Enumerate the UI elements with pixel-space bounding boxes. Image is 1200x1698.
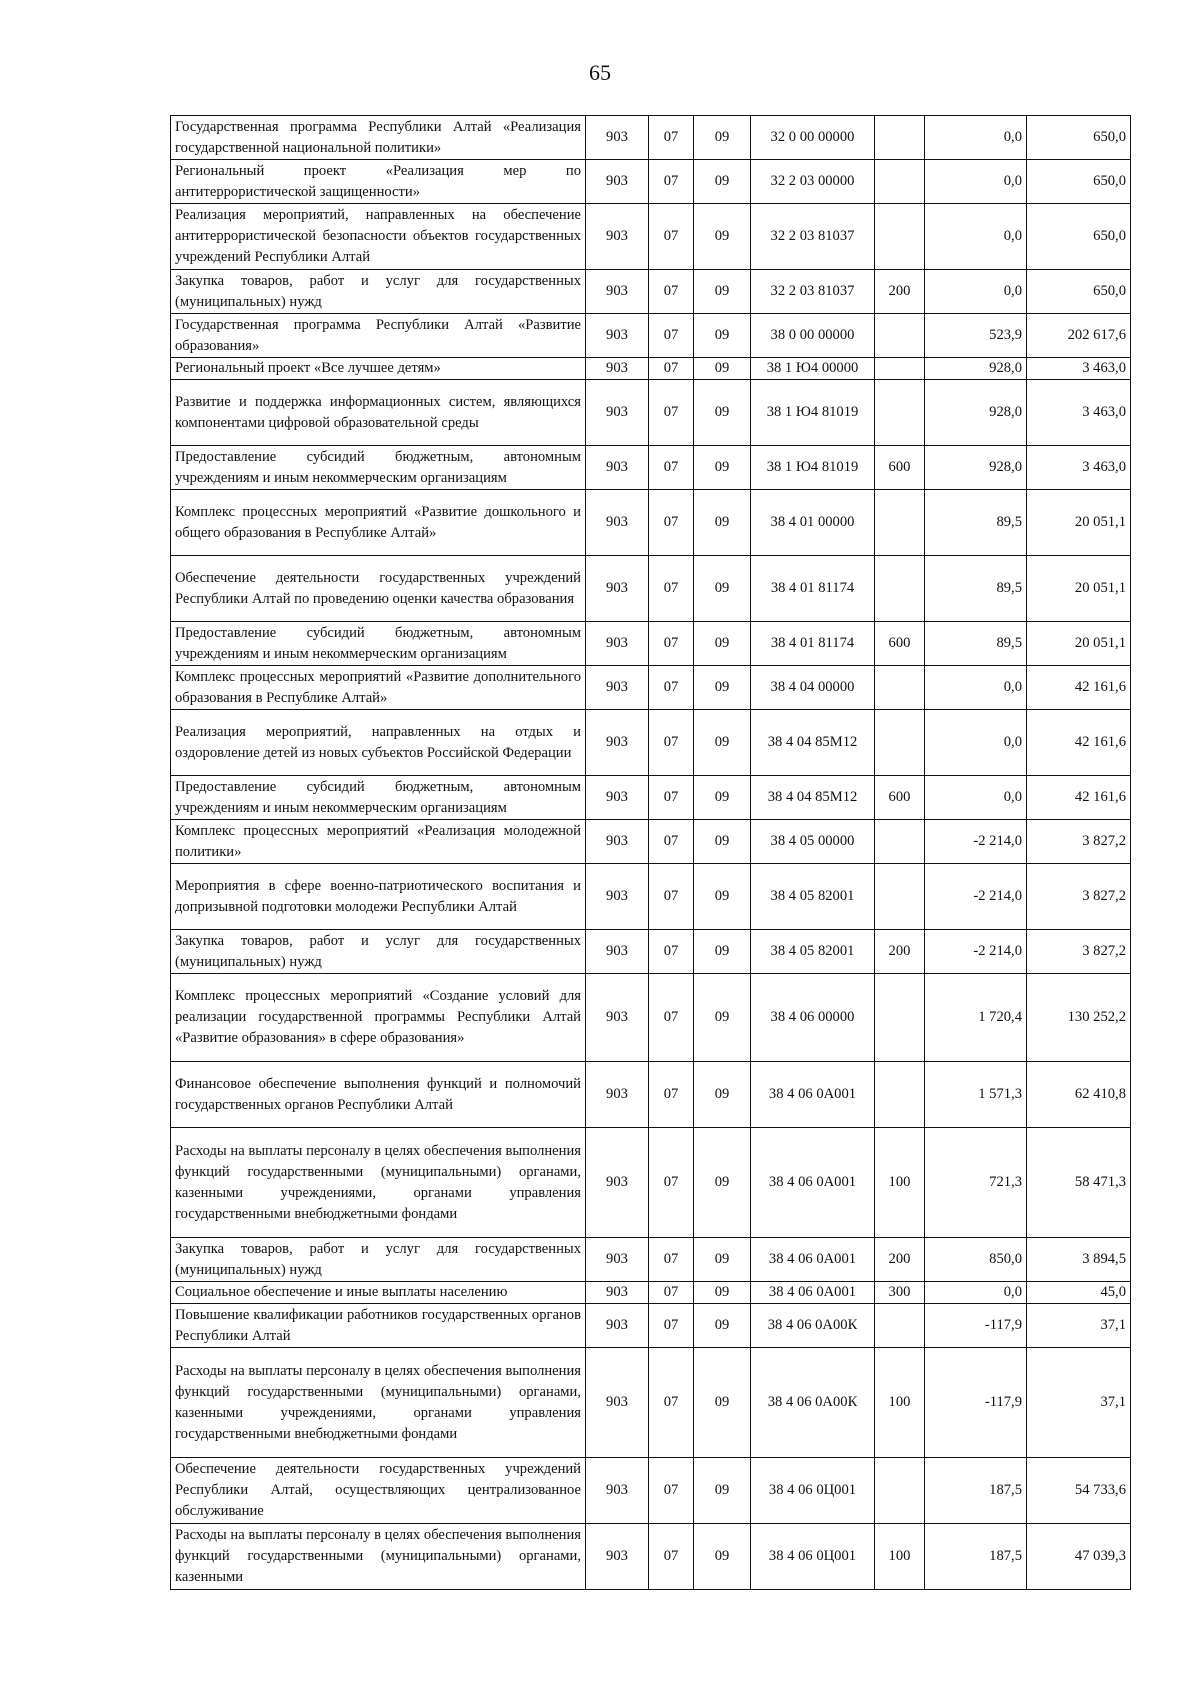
section-code: 07 (649, 380, 694, 446)
ministry-code: 903 (586, 1304, 649, 1348)
row-name: Реализация мероприятий, направленных на отдых и оздоровление детей из новых субъектов Российской Федерации (171, 710, 586, 776)
row-name: Повышение квалификации работников государственных органов Республики Алтай (171, 1304, 586, 1348)
target-code: 32 2 03 81037 (751, 270, 875, 314)
row-name: Расходы на выплаты персоналу в целях обеспечения выполнения функций государственными (муниципальными) органами, казенными (171, 1524, 586, 1590)
ministry-code: 903 (586, 666, 649, 710)
target-code: 38 4 04 85М12 (751, 710, 875, 776)
subsection-code: 09 (694, 270, 751, 314)
expense-type-code: 600 (875, 622, 925, 666)
ministry-code: 903 (586, 864, 649, 930)
section-code: 07 (649, 710, 694, 776)
target-code: 38 4 06 0Ц001 (751, 1458, 875, 1524)
table-row (171, 622, 1131, 666)
expense-type-code (875, 1458, 925, 1524)
expense-type-code (875, 490, 925, 556)
change-amount: 928,0 (925, 380, 1027, 446)
expense-type-code (875, 556, 925, 622)
expense-type-code (875, 1304, 925, 1348)
table-row (171, 1128, 1131, 1238)
change-amount: 1 720,4 (925, 974, 1027, 1062)
row-name: Социальное обеспечение и иные выплаты населению (171, 1282, 586, 1304)
table-row (171, 160, 1131, 204)
target-code: 38 4 04 85М12 (751, 776, 875, 820)
section-code: 07 (649, 776, 694, 820)
row-name: Государственная программа Республики Алтай «Развитие образования» (171, 314, 586, 358)
ministry-code: 903 (586, 380, 649, 446)
ministry-code: 903 (586, 1282, 649, 1304)
ministry-code: 903 (586, 314, 649, 358)
total-amount: 37,1 (1027, 1348, 1131, 1458)
section-code: 07 (649, 446, 694, 490)
row-name: Комплекс процессных мероприятий «Развитие дополнительного образования в Республике Алтай» (171, 666, 586, 710)
ministry-code: 903 (586, 1348, 649, 1458)
change-amount: 0,0 (925, 204, 1027, 270)
total-amount: 3 463,0 (1027, 358, 1131, 380)
table-row (171, 116, 1131, 160)
subsection-code: 09 (694, 1128, 751, 1238)
change-amount: -117,9 (925, 1304, 1027, 1348)
row-name: Обеспечение деятельности государственных учреждений Республики Алтай, осуществляющих централизованное обслуживание (171, 1458, 586, 1524)
row-name: Государственная программа Республики Алтай «Реализация государственной национальной политики» (171, 116, 586, 160)
change-amount: -117,9 (925, 1348, 1027, 1458)
row-name: Реализация мероприятий, направленных на обеспечение антитеррористической безопасности объектов государственных учреждений Республики Алтай (171, 204, 586, 270)
section-code: 07 (649, 1238, 694, 1282)
ministry-code: 903 (586, 556, 649, 622)
expense-type-code (875, 1062, 925, 1128)
table-row (171, 776, 1131, 820)
subsection-code: 09 (694, 160, 751, 204)
change-amount: 928,0 (925, 446, 1027, 490)
total-amount: 3 827,2 (1027, 820, 1131, 864)
expense-type-code (875, 380, 925, 446)
total-amount: 58 471,3 (1027, 1128, 1131, 1238)
change-amount: -2 214,0 (925, 864, 1027, 930)
page-number: 65 (589, 60, 611, 85)
subsection-code: 09 (694, 1458, 751, 1524)
section-code: 07 (649, 864, 694, 930)
table-row (171, 1348, 1131, 1458)
total-amount: 650,0 (1027, 270, 1131, 314)
total-amount: 650,0 (1027, 116, 1131, 160)
expense-type-code (875, 204, 925, 270)
change-amount: 0,0 (925, 1282, 1027, 1304)
section-code: 07 (649, 1304, 694, 1348)
expense-type-code: 100 (875, 1128, 925, 1238)
row-name: Закупка товаров, работ и услуг для государственных (муниципальных) нужд (171, 270, 586, 314)
section-code: 07 (649, 1282, 694, 1304)
table-row (171, 490, 1131, 556)
ministry-code: 903 (586, 1238, 649, 1282)
ministry-code: 903 (586, 446, 649, 490)
subsection-code: 09 (694, 446, 751, 490)
expense-type-code: 300 (875, 1282, 925, 1304)
expense-type-code (875, 160, 925, 204)
section-code: 07 (649, 622, 694, 666)
target-code: 32 2 03 00000 (751, 160, 875, 204)
expense-type-code (875, 864, 925, 930)
section-code: 07 (649, 1348, 694, 1458)
change-amount: 523,9 (925, 314, 1027, 358)
expense-type-code (875, 116, 925, 160)
ministry-code: 903 (586, 270, 649, 314)
target-code: 38 4 05 00000 (751, 820, 875, 864)
table-row (171, 820, 1131, 864)
change-amount: -2 214,0 (925, 930, 1027, 974)
target-code: 38 4 06 0А00К (751, 1304, 875, 1348)
target-code: 38 4 01 81174 (751, 622, 875, 666)
total-amount: 3 827,2 (1027, 864, 1131, 930)
section-code: 07 (649, 490, 694, 556)
change-amount: 187,5 (925, 1524, 1027, 1590)
total-amount: 20 051,1 (1027, 490, 1131, 556)
section-code: 07 (649, 556, 694, 622)
subsection-code: 09 (694, 1282, 751, 1304)
ministry-code: 903 (586, 490, 649, 556)
section-code: 07 (649, 974, 694, 1062)
table-row (171, 314, 1131, 358)
subsection-code: 09 (694, 116, 751, 160)
change-amount: 89,5 (925, 490, 1027, 556)
target-code: 38 1 Ю4 81019 (751, 446, 875, 490)
change-amount: 721,3 (925, 1128, 1027, 1238)
row-name: Комплекс процессных мероприятий «Развитие дошкольного и общего образования в Республике Алтай» (171, 490, 586, 556)
subsection-code: 09 (694, 358, 751, 380)
total-amount: 42 161,6 (1027, 776, 1131, 820)
table-row (171, 270, 1131, 314)
target-code: 38 1 Ю4 81019 (751, 380, 875, 446)
subsection-code: 09 (694, 666, 751, 710)
target-code: 38 1 Ю4 00000 (751, 358, 875, 380)
section-code: 07 (649, 1458, 694, 1524)
total-amount: 3 827,2 (1027, 930, 1131, 974)
row-name: Предоставление субсидий бюджетным, автономным учреждениям и иным некоммерческим организациям (171, 622, 586, 666)
expense-type-code: 200 (875, 1238, 925, 1282)
row-name: Региональный проект «Все лучшее детям» (171, 358, 586, 380)
row-name: Предоставление субсидий бюджетным, автономным учреждениям и иным некоммерческим организациям (171, 446, 586, 490)
total-amount: 47 039,3 (1027, 1524, 1131, 1590)
target-code: 38 4 06 0А001 (751, 1128, 875, 1238)
expense-type-code: 600 (875, 776, 925, 820)
row-name: Комплекс процессных мероприятий «Создание условий для реализации государственной программы Республики Алтай «Развитие образования» в сфере образования» (171, 974, 586, 1062)
change-amount: 89,5 (925, 556, 1027, 622)
section-code: 07 (649, 314, 694, 358)
table-row (171, 710, 1131, 776)
subsection-code: 09 (694, 556, 751, 622)
change-amount: 0,0 (925, 776, 1027, 820)
total-amount: 54 733,6 (1027, 1458, 1131, 1524)
table-row (171, 1304, 1131, 1348)
expense-type-code (875, 666, 925, 710)
section-code: 07 (649, 820, 694, 864)
table-row (171, 1524, 1131, 1590)
row-name: Развитие и поддержка информационных систем, являющихся компонентами цифровой образовательной среды (171, 380, 586, 446)
subsection-code: 09 (694, 1062, 751, 1128)
total-amount: 20 051,1 (1027, 556, 1131, 622)
target-code: 38 4 06 0А001 (751, 1062, 875, 1128)
section-code: 07 (649, 1128, 694, 1238)
total-amount: 42 161,6 (1027, 666, 1131, 710)
target-code: 38 4 04 00000 (751, 666, 875, 710)
row-name: Закупка товаров, работ и услуг для государственных (муниципальных) нужд (171, 930, 586, 974)
table-row (171, 930, 1131, 974)
subsection-code: 09 (694, 820, 751, 864)
total-amount: 20 051,1 (1027, 622, 1131, 666)
expense-type-code (875, 710, 925, 776)
table-row (171, 1282, 1131, 1304)
row-name: Предоставление субсидий бюджетным, автономным учреждениям и иным некоммерческим организациям (171, 776, 586, 820)
total-amount: 45,0 (1027, 1282, 1131, 1304)
ministry-code: 903 (586, 116, 649, 160)
expense-type-code: 100 (875, 1348, 925, 1458)
subsection-code: 09 (694, 1238, 751, 1282)
ministry-code: 903 (586, 204, 649, 270)
total-amount: 650,0 (1027, 204, 1131, 270)
expense-type-code (875, 314, 925, 358)
subsection-code: 09 (694, 974, 751, 1062)
table-row (171, 1458, 1131, 1524)
total-amount: 3 463,0 (1027, 380, 1131, 446)
total-amount: 3 463,0 (1027, 446, 1131, 490)
ministry-code: 903 (586, 1458, 649, 1524)
target-code: 32 0 00 00000 (751, 116, 875, 160)
section-code: 07 (649, 1062, 694, 1128)
budget-table (170, 115, 1131, 1590)
table-row (171, 204, 1131, 270)
total-amount: 3 894,5 (1027, 1238, 1131, 1282)
section-code: 07 (649, 930, 694, 974)
change-amount: 0,0 (925, 710, 1027, 776)
total-amount: 42 161,6 (1027, 710, 1131, 776)
target-code: 38 4 06 0А001 (751, 1282, 875, 1304)
subsection-code: 09 (694, 380, 751, 446)
target-code: 38 4 06 0А00К (751, 1348, 875, 1458)
table-row (171, 446, 1131, 490)
subsection-code: 09 (694, 776, 751, 820)
table-row (171, 864, 1131, 930)
target-code: 38 4 06 0Ц001 (751, 1524, 875, 1590)
subsection-code: 09 (694, 1524, 751, 1590)
target-code: 38 0 00 00000 (751, 314, 875, 358)
expense-type-code (875, 974, 925, 1062)
change-amount: -2 214,0 (925, 820, 1027, 864)
table-row (171, 358, 1131, 380)
change-amount: 0,0 (925, 270, 1027, 314)
total-amount: 650,0 (1027, 160, 1131, 204)
section-code: 07 (649, 666, 694, 710)
table-row (171, 556, 1131, 622)
ministry-code: 903 (586, 1062, 649, 1128)
change-amount: 0,0 (925, 160, 1027, 204)
row-name: Закупка товаров, работ и услуг для государственных (муниципальных) нужд (171, 1238, 586, 1282)
ministry-code: 903 (586, 1128, 649, 1238)
table-row (171, 974, 1131, 1062)
expense-type-code: 200 (875, 270, 925, 314)
ministry-code: 903 (586, 974, 649, 1062)
change-amount: 1 571,3 (925, 1062, 1027, 1128)
section-code: 07 (649, 358, 694, 380)
change-amount: 187,5 (925, 1458, 1027, 1524)
ministry-code: 903 (586, 930, 649, 974)
target-code: 32 2 03 81037 (751, 204, 875, 270)
target-code: 38 4 06 00000 (751, 974, 875, 1062)
subsection-code: 09 (694, 204, 751, 270)
expense-type-code (875, 820, 925, 864)
target-code: 38 4 06 0А001 (751, 1238, 875, 1282)
ministry-code: 903 (586, 622, 649, 666)
subsection-code: 09 (694, 1304, 751, 1348)
target-code: 38 4 05 82001 (751, 864, 875, 930)
subsection-code: 09 (694, 314, 751, 358)
row-name: Региональный проект «Реализация мер по антитеррористической защищенности» (171, 160, 586, 204)
change-amount: 0,0 (925, 666, 1027, 710)
row-name: Мероприятия в сфере военно-патриотического воспитания и допризывной подготовки молодежи Республики Алтай (171, 864, 586, 930)
total-amount: 37,1 (1027, 1304, 1131, 1348)
expense-type-code: 200 (875, 930, 925, 974)
total-amount: 130 252,2 (1027, 974, 1131, 1062)
ministry-code: 903 (586, 820, 649, 864)
total-amount: 202 617,6 (1027, 314, 1131, 358)
ministry-code: 903 (586, 776, 649, 820)
target-code: 38 4 05 82001 (751, 930, 875, 974)
row-name: Комплекс процессных мероприятий «Реализация молодежной политики» (171, 820, 586, 864)
subsection-code: 09 (694, 864, 751, 930)
table-row (171, 380, 1131, 446)
row-name: Расходы на выплаты персоналу в целях обеспечения выполнения функций государственными (муниципальными) органами, казенными учреждениями, органами управления государственными внебюджетными фондами (171, 1128, 586, 1238)
table-row (171, 1238, 1131, 1282)
subsection-code: 09 (694, 710, 751, 776)
subsection-code: 09 (694, 1348, 751, 1458)
change-amount: 928,0 (925, 358, 1027, 380)
section-code: 07 (649, 160, 694, 204)
subsection-code: 09 (694, 490, 751, 556)
expense-type-code (875, 358, 925, 380)
subsection-code: 09 (694, 622, 751, 666)
ministry-code: 903 (586, 160, 649, 204)
table-row (171, 666, 1131, 710)
change-amount: 0,0 (925, 116, 1027, 160)
ministry-code: 903 (586, 710, 649, 776)
total-amount: 62 410,8 (1027, 1062, 1131, 1128)
row-name: Расходы на выплаты персоналу в целях обеспечения выполнения функций государственными (муниципальными) органами, казенными учреждениями, органами управления государственными внебюджетными фондами (171, 1348, 586, 1458)
ministry-code: 903 (586, 358, 649, 380)
budget-table-body (171, 116, 1131, 1590)
expense-type-code: 600 (875, 446, 925, 490)
ministry-code: 903 (586, 1524, 649, 1590)
section-code: 07 (649, 204, 694, 270)
row-name: Финансовое обеспечение выполнения функций и полномочий государственных органов Республики Алтай (171, 1062, 586, 1128)
row-name: Обеспечение деятельности государственных учреждений Республики Алтай по проведению оценки качества образования (171, 556, 586, 622)
table-row (171, 1062, 1131, 1128)
target-code: 38 4 01 00000 (751, 490, 875, 556)
change-amount: 89,5 (925, 622, 1027, 666)
target-code: 38 4 01 81174 (751, 556, 875, 622)
change-amount: 850,0 (925, 1238, 1027, 1282)
section-code: 07 (649, 116, 694, 160)
expense-type-code: 100 (875, 1524, 925, 1590)
subsection-code: 09 (694, 930, 751, 974)
section-code: 07 (649, 270, 694, 314)
section-code: 07 (649, 1524, 694, 1590)
